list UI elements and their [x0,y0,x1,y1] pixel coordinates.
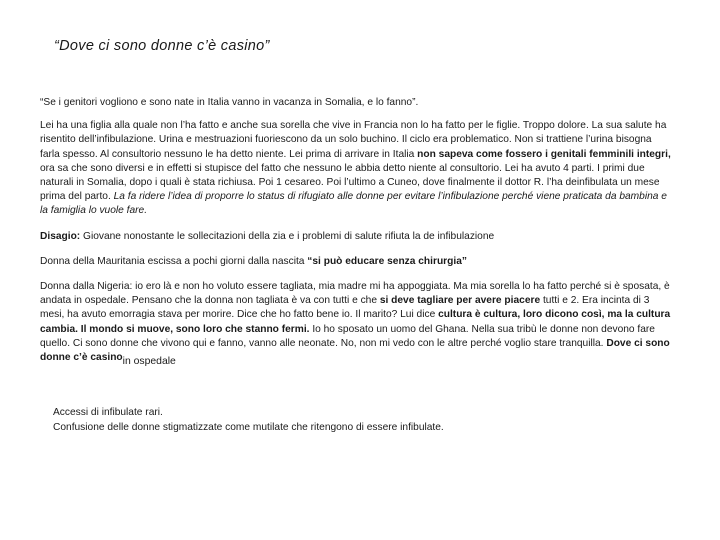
nigeria-paragraph [40,280,672,368]
ospedale-overlay: in ospedale [122,356,176,368]
nigeria-bold-2: cultura è cultura, loro dicono così, ma la cultura cambia. [40,309,671,335]
note-line: Confusione delle donne stigmatizzate come mutilate che ritengono di essere infibulate. [53,421,444,433]
quote-paragraph: “Se i genitori vogliono e sono nate in Italia vanno in vacanza in Somalia, e lo fanno”. [40,97,419,108]
slide-body [40,96,672,368]
nigeria-bold-4: Dove ci sono donne c’è casino [40,337,670,364]
disagio-text: Giovane nonostante le sollecitazioni della zia e i problemi di salute rifiuta la de infibulazione [80,230,495,242]
note-line: Accessi di infibulate rari. [53,407,163,418]
notes-block [53,406,653,435]
mauritania-paragraph [40,255,672,269]
story-text-2: ora sa che sono diversi e in effetti si stupisce del fatto che nessuno le abbia detto niente al consultorio. Lei ha avuto 4 parti. I primi due naturali in Somalia, dopo i quali è stata richiusa. Poi 1 cesareo. Poi l’ultimo a Cuneo, dove finalmente il dottor R. l’ha deinfibulata un mese prima del parto. [40,162,660,203]
nigeria-text-2: tutti e 2. Era incinta di 3 mesi, ha avuto emorragia stava per morire. Dice che ho fatto bene io. Il marito? Lui dice [40,295,650,321]
mauritania-text: Donna della Mauritania escissa a pochi giorni dalla nascita [40,255,308,267]
nigeria-bold-1: si deve tagliare per avere piacere [379,295,541,307]
story-paragraph [40,119,672,218]
slide-title: “Dove ci sono donne c’è casino” [54,38,270,54]
disagio-label: Disagio: [40,230,81,242]
nigeria-text-1: Donna dalla Nigeria: io ero là e non ho voluto essere tagliata, mia madre mi ha appoggiata. Ma mia sorella lo ha fatto perché si è sposata, è andata in ospedale. Pensano che la donna non tagliata è va con tutti e che [40,281,670,307]
mauritania-quote: “si può educare senza chirurgia” [307,255,467,267]
disagio-paragraph [40,230,672,244]
nigeria-text-4: Io ho sposato un uomo del Ghana. Nella sua tribù le donne non devono fare quello. Ci sono donne che vivono qui e fanno, vanno alle neonate. No, non mi vedo con le altre perché voglio stare tranquilla. [40,323,655,349]
story-text-1: Lei ha una figlia alla quale non l’ha fatto e anche sua sorella che vive in Francia non lo ha fatto per le figlie. Troppo dolore. La sua salute ha risentito dell’infibulazione. Urina e mestruazioni fuoriescono da un solo buchino. Il ciclo era problematico. Non si trattiene l’urina bisogna farla spesso. Al consultorio nessuno le ha detto niente. Lei prima di arrivare in Italia [40,120,667,160]
story-bold-1: non sapeva come fossero i genitali femminili integri, [417,148,671,160]
nigeria-bold-3: Il mondo si muove, sono loro che stanno fermi. [80,323,310,335]
story-italic-1: La fa ridere l’idea di proporre lo status di rifugiato alle donne per evitare l’infibulazione perché viene praticata da bambina e la famiglia lo vuole fare. [40,191,667,217]
